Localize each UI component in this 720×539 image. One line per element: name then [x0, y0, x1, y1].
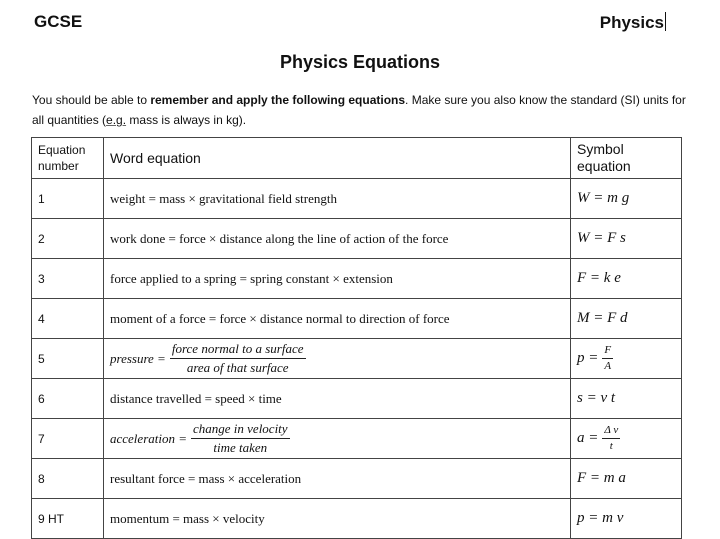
table-row	[32, 219, 682, 259]
header-subject	[600, 12, 666, 33]
table-row	[32, 179, 682, 219]
intro-paragraph	[32, 90, 692, 130]
symbol-equation: W = m g	[571, 179, 682, 219]
symbol-equation: p = m v	[571, 499, 682, 539]
symbol-equation-fraction	[571, 419, 682, 459]
equation-number: 8	[32, 459, 104, 499]
equation-number: 9 HT	[32, 499, 104, 539]
equation-number: 7	[32, 419, 104, 459]
header-gcse: GCSE	[34, 12, 83, 31]
header-number-line1: Equation	[38, 143, 86, 157]
header-symbol-line1: Symbol	[577, 141, 624, 157]
fraction-denominator: time taken	[213, 440, 268, 455]
word-equation: weight = mass × gravitational field strength	[104, 179, 571, 219]
word-equation: force applied to a spring = spring constant × extension	[104, 259, 571, 299]
symbol-denominator: t	[609, 440, 613, 452]
word-equation: work done = force × distance along the line of action of the force	[104, 219, 571, 259]
word-equation: moment of a force = force × distance normal to direction of force	[104, 299, 571, 339]
equation-number: 2	[32, 219, 104, 259]
symbol-numerator: Δ v	[602, 424, 620, 439]
table-row	[32, 259, 682, 299]
word-equation: resultant force = mass × acceleration	[104, 459, 571, 499]
header-equation-number	[32, 138, 104, 179]
symbol-equation: M = F d	[571, 299, 682, 339]
header-number-line2: number	[38, 159, 79, 173]
table-row	[32, 499, 682, 539]
header-symbol-line2: equation	[577, 158, 631, 174]
table-header-row	[32, 138, 682, 179]
equation-number: 6	[32, 379, 104, 419]
symbol-lhs: a =	[577, 430, 599, 446]
equation-number: 5	[32, 339, 104, 379]
word-equation: momentum = mass × velocity	[104, 499, 571, 539]
word-equation: distance travelled = speed × time	[104, 379, 571, 419]
fraction-numerator: change in velocity	[191, 421, 290, 439]
word-equation-fraction	[104, 339, 571, 379]
table-row	[32, 339, 682, 379]
table-row	[32, 299, 682, 339]
intro-text-3: mass is always in kg).	[126, 113, 247, 127]
symbol-denominator: A	[604, 360, 612, 372]
intro-text-1: You should be able to	[32, 93, 151, 107]
symbol-equation: F = m a	[571, 459, 682, 499]
fraction-lhs: acceleration =	[110, 430, 187, 446]
symbol-equation-fraction	[571, 339, 682, 379]
table-row	[32, 379, 682, 419]
intro-eg: e.g.	[106, 113, 127, 127]
header-word-equation: Word equation	[104, 138, 571, 179]
intro-text-2: . Make sure you also know the standard (SI) units for all quantities (	[32, 93, 686, 127]
equation-number: 3	[32, 259, 104, 299]
header-subject-text: Physics	[599, 13, 664, 32]
symbol-lhs: p =	[577, 350, 599, 366]
page-title: Physics Equations	[279, 52, 441, 72]
intro-bold: remember and apply the following equations	[150, 93, 406, 107]
equation-number: 1	[32, 179, 104, 219]
fraction-numerator: force normal to a surface	[170, 341, 306, 359]
fraction-lhs: pressure =	[110, 350, 166, 366]
symbol-equation: s = v t	[571, 379, 682, 419]
symbol-numerator: F	[602, 344, 613, 359]
word-equation-fraction	[104, 419, 571, 459]
fraction-denominator: area of that surface	[186, 360, 289, 375]
header-symbol-equation	[571, 138, 682, 179]
table-row	[32, 419, 682, 459]
equations-table	[31, 137, 682, 539]
text-cursor	[665, 12, 666, 31]
table-row	[32, 459, 682, 499]
symbol-equation: W = F s	[571, 219, 682, 259]
symbol-equation: F = k e	[571, 259, 682, 299]
equation-number: 4	[32, 299, 104, 339]
